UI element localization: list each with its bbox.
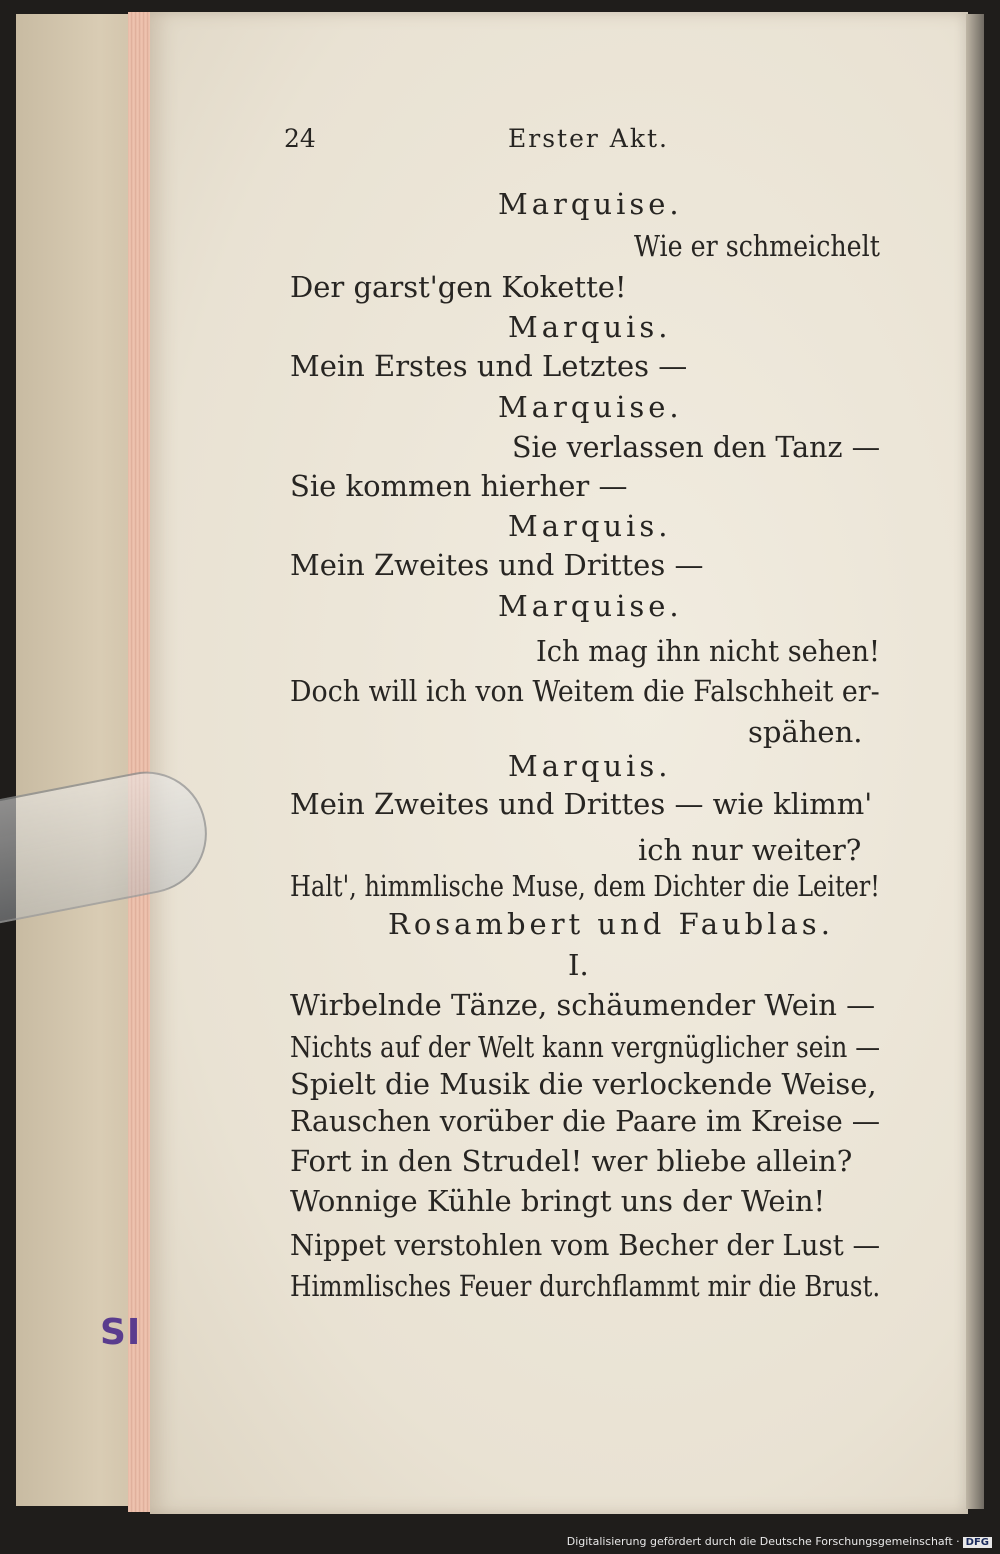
verse-line: Sie verlassen den Tanz — bbox=[512, 430, 881, 464]
running-title: Erster Akt. bbox=[508, 124, 669, 153]
digitization-footer bbox=[567, 1535, 992, 1548]
verse-line: Halt', himmlische Muse, dem Dichter die Leiter! bbox=[290, 869, 880, 903]
verse-line: ich nur weiter? bbox=[638, 833, 862, 867]
right-page-edge bbox=[966, 14, 984, 1509]
verse-line: Nichts auf der Welt kann vergnüglicher sein — bbox=[290, 1030, 881, 1064]
verse-line: Himmlisches Feuer durchflammt mir die Brust. bbox=[290, 1269, 881, 1303]
verse-line: Mein Zweites und Drittes — wie klimm' bbox=[290, 787, 873, 821]
verse-line: Mein Zweites und Drittes — bbox=[290, 548, 704, 582]
dfg-logo: DFG bbox=[963, 1537, 992, 1548]
verse-line: Nippet verstohlen vom Becher der Lust — bbox=[290, 1228, 881, 1262]
verse-line: Wirbelnde Tänze, schäumender Wein — bbox=[290, 988, 876, 1022]
scene-heading: Rosambert und Faublas. bbox=[388, 907, 834, 941]
speaker-line: Marquise. bbox=[498, 589, 683, 623]
verse-line: Sie kommen hierher — bbox=[290, 469, 628, 503]
verse-line: Der garst'gen Kokette! bbox=[290, 270, 627, 304]
verse-line: Ich mag ihn nicht sehen! bbox=[536, 634, 881, 668]
library-stamp: SI bbox=[100, 1312, 142, 1353]
speaker-line: Marquis. bbox=[508, 509, 672, 543]
speaker-line: Marquis. bbox=[508, 749, 672, 783]
section-number: I. bbox=[568, 948, 589, 982]
verse-line: Rauschen vorüber die Paare im Kreise — bbox=[290, 1104, 881, 1138]
verse-line: Doch will ich von Weitem die Falschheit er- bbox=[290, 674, 880, 708]
page-number: 24 bbox=[284, 124, 316, 153]
speaker-line: Marquise. bbox=[498, 390, 683, 424]
footer-text: Digitalisierung gefördert durch die Deutsche Forschungsgemeinschaft · bbox=[566, 1535, 960, 1548]
speaker-line: Marquis. bbox=[508, 310, 672, 344]
verse-line: Wie er schmeichelt bbox=[634, 229, 880, 263]
speaker-line: Marquise. bbox=[498, 187, 683, 221]
verse-line: Fort in den Strudel! wer bliebe allein? bbox=[290, 1144, 853, 1178]
verse-line: Spielt die Musik die verlockende Weise, bbox=[290, 1067, 877, 1101]
verse-line: Mein Erstes und Letztes — bbox=[290, 349, 688, 383]
verse-line: Wonnige Kühle bringt uns der Wein! bbox=[290, 1184, 826, 1218]
verse-line: spähen. bbox=[748, 715, 863, 749]
